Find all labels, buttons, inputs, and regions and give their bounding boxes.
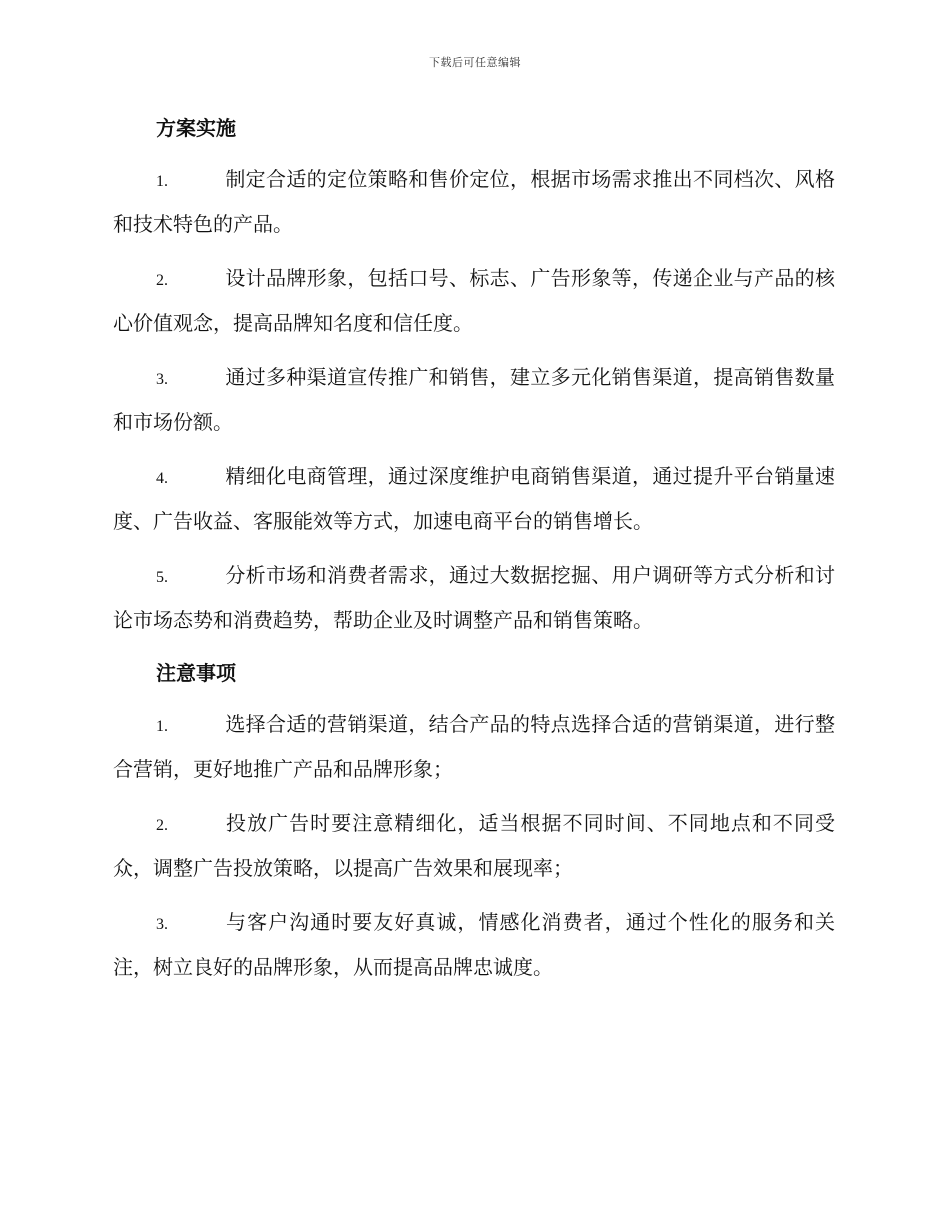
list-item-number: 3. xyxy=(156,371,168,388)
document-body xyxy=(113,108,835,1000)
list-item-number: 2. xyxy=(156,817,168,834)
list-item-number: 5. xyxy=(156,569,168,586)
list-item-text: 精细化电商管理，通过深度维护电商销售渠道，通过提升平台销量速度、广告收益、客服能效等方式，加速电商平台的销售增长。 xyxy=(113,464,835,533)
list-item-number: 2. xyxy=(156,272,168,289)
list-item-text: 与客户沟通时要友好真诚，情感化消费者，通过个性化的服务和关注，树立良好的品牌形象，从而提高品牌忠诚度。 xyxy=(113,910,835,979)
list-item-number: 3. xyxy=(156,916,168,933)
list-item-number: 1. xyxy=(156,718,168,735)
list-item-text: 分析市场和消费者需求，通过大数据挖掘、用户调研等方式分析和讨论市场态势和消费趋势，帮助企业及时调整产品和销售策略。 xyxy=(113,563,835,632)
list-item-text: 制定合适的定位策略和售价定位，根据市场需求推出不同档次、风格和技术特色的产品。 xyxy=(113,167,835,236)
list-item-text: 通过多种渠道宣传推广和销售，建立多元化销售渠道，提高销售数量和市场份额。 xyxy=(113,365,835,434)
section-implementation xyxy=(113,108,835,641)
list-item-text: 投放广告时要注意精细化，适当根据不同时间、不同地点和不同受众，调整广告投放策略，以提高广告效果和展现率； xyxy=(113,811,835,880)
list-item xyxy=(113,901,835,988)
list-item xyxy=(113,158,835,245)
list-item xyxy=(113,802,835,889)
list-item xyxy=(113,455,835,542)
page-header-note: 下载后可任意编辑 xyxy=(429,56,521,69)
section-precautions xyxy=(113,653,835,988)
list-item-number: 1. xyxy=(156,173,168,190)
section-heading: 方案实施 xyxy=(156,116,236,140)
list-item-number: 4. xyxy=(156,470,168,487)
section-heading: 注意事项 xyxy=(156,661,236,685)
list-item-text: 设计品牌形象，包括口号、标志、广告形象等，传递企业与产品的核心价值观念，提高品牌知名度和信任度。 xyxy=(113,266,835,335)
list-item-text: 选择合适的营销渠道，结合产品的特点选择合适的营销渠道，进行整合营销，更好地推广产品和品牌形象； xyxy=(113,712,835,781)
list-item xyxy=(113,356,835,443)
list-item xyxy=(113,554,835,641)
list-item xyxy=(113,257,835,344)
list-item xyxy=(113,703,835,790)
